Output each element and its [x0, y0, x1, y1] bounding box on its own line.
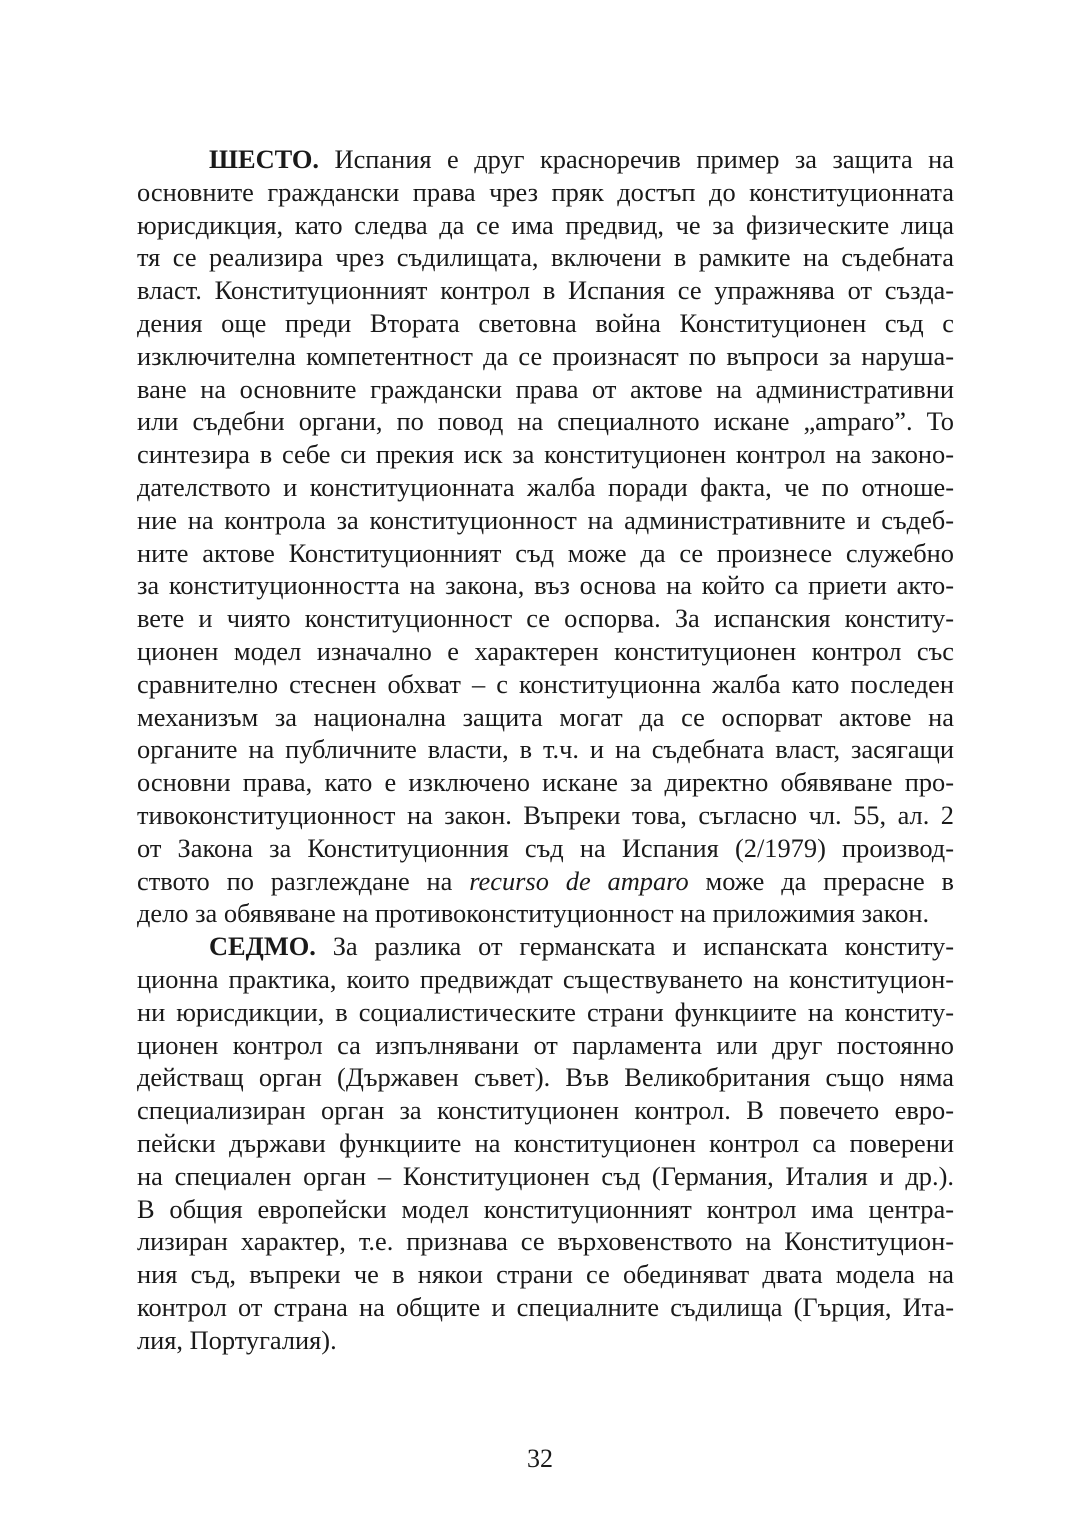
paragraph-line: от Закона за Конституционния съд на Испания (2/1979) производ- — [137, 832, 954, 863]
paragraph-line: ционен контрол са изпълнявани от парламента или друг постоянно — [137, 1029, 954, 1060]
paragraph-line: основните граждански права чрез пряк достъп до конституционната — [137, 176, 954, 207]
paragraph-line: ни юрисдикции, в социалистическите страни функциите на конститу- — [137, 996, 954, 1027]
paragraph-line: вете и чиято конституционност се оспорва. За испанския конститу- — [137, 603, 954, 634]
paragraph-line: изключителна компетентност да се произнасят по въпроси за наруша- — [137, 340, 954, 371]
body-text — [137, 143, 954, 1356]
paragraph-line: лизиран характер, т.е. признава се върховенството на Конституцион- — [137, 1226, 954, 1257]
paragraph-line: или съдебни органи, по повод на специалното искане „amparo”. То — [137, 406, 954, 437]
paragraph-lead: СЕДМО. — [209, 931, 316, 962]
page-number: 32 — [527, 1444, 553, 1473]
paragraph-sixth — [137, 143, 954, 930]
paragraph-line: тивоконституционност на закон. Въпреки това, съгласно чл. 55, ал. 2 — [137, 799, 954, 830]
paragraph-line: ние на контрола за конституционност на административните и съдеб- — [137, 504, 954, 535]
paragraph-seventh — [137, 930, 954, 1356]
paragraph-line: дателството и конституционната жалба поради факта, че по отноше- — [137, 471, 954, 502]
paragraph-line: дения още преди Втората световна война Конституционен съд с — [137, 307, 954, 338]
paragraph-line: механизъм за национална защита могат да се оспорват актове на — [137, 701, 954, 732]
paragraph-line: В общия европейски модел конституционният контрол има центра- — [137, 1193, 954, 1224]
italic-term: recurso de amparo — [469, 865, 689, 896]
paragraph-line: ционен модел изначално е характерен конституционен контрол със — [137, 635, 954, 666]
paragraph-line: за конституционността на закона, въз основа на който са приети акто- — [137, 570, 954, 601]
paragraph-line: СЕДМО. За разлика от германската и испанската конститу- — [209, 931, 954, 962]
paragraph-line: ния съд, въпреки че в някои страни се обединяват двата модела на — [137, 1259, 954, 1290]
paragraph-line: ните актове Конституционният съд може да се произнесе служебно — [137, 537, 954, 568]
paragraph-line: контрол от страна на общите и специалните съдилища (Гърция, Ита- — [137, 1291, 954, 1322]
paragraph-line: ШЕСТО. Испания е друг красноречив пример за защита на — [209, 144, 954, 174]
paragraph-line: дело за обявяване на противоконституционност на приложимия закон. — [137, 898, 930, 929]
paragraph-line: ване на основните граждански права от актове на административни — [137, 373, 954, 404]
paragraph-line: пейски държави функциите на конституционен контрол са поверени — [137, 1127, 954, 1158]
paragraph-line: тя се реализира чрез съдилищата, включени в рамките на съдебната — [137, 242, 954, 273]
paragraph-line: сравнително стеснен обхват – с конституционна жалба като последен — [137, 668, 954, 699]
paragraph-line: юрисдикция, като следва да се има предвид, че за физическите лица — [137, 209, 954, 240]
paragraph-line: ционна практика, които предвиждат съществуването на конституцион- — [137, 963, 954, 994]
paragraph-line: на специален орган – Конституционен съд (Германия, Италия и др.). — [137, 1160, 954, 1191]
paragraph-line-with-italic: ството по разглеждане на recurso de amparo може да прерасне в — [137, 865, 955, 896]
paragraph-line: действащ орган (Държавен съвет). Във Великобритания също няма — [137, 1062, 954, 1093]
paragraph-line: власт. Конституционният контрол в Испания се упражнява от създа- — [137, 275, 954, 306]
paragraph-line: лия, Португалия). — [137, 1324, 337, 1355]
paragraph-line: основни права, като е изключено искане за директно обявяване про- — [137, 767, 954, 798]
paragraph-line: специализиран орган за конституционен контрол. В повечето евро- — [137, 1095, 954, 1126]
paragraph-line: синтезира в себе си прекия иск за конституционен контрол на законо- — [137, 439, 954, 470]
paragraph-lead: ШЕСТО. — [209, 144, 320, 174]
paragraph-line: органите на публичните власти, в т.ч. и на съдебната власт, засягащи — [137, 734, 954, 765]
